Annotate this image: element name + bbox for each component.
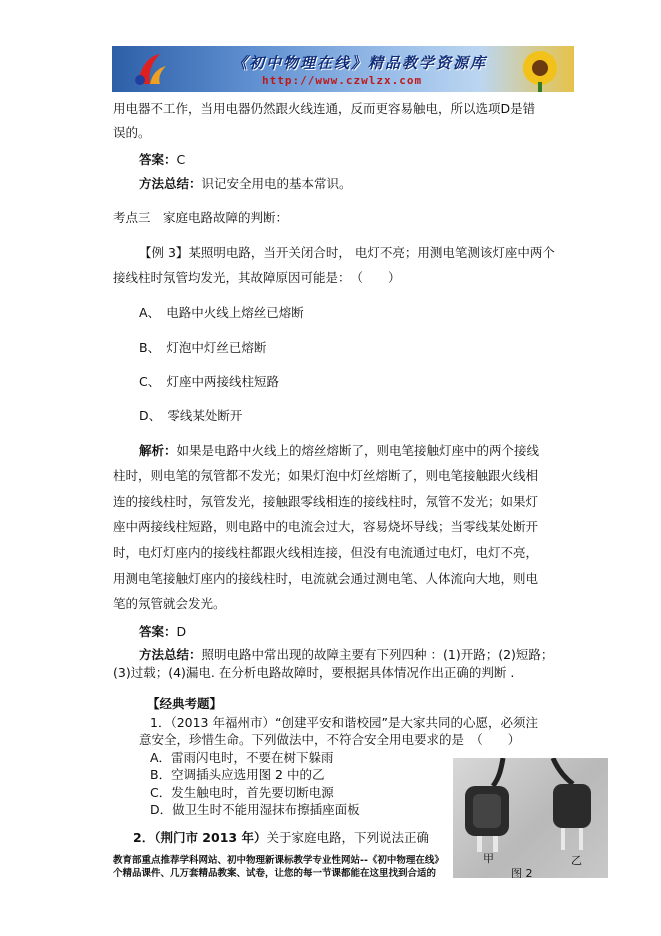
sunflower-icon <box>508 46 568 92</box>
paragraph-line: 用电器不工作，当用电器仍然跟火线连通，反而更容易触电，所以选项D是错 <box>113 101 536 116</box>
analysis-line: 柱时，则电笔的氖管都不发光；如果灯泡中灯丝熔断了，则电笔接触跟火线相 <box>113 468 539 483</box>
answer-value: D <box>176 624 187 639</box>
question-option: A．雷雨闪电时，不要在树下躲雨 <box>150 750 334 765</box>
section-heading: 考点三 家庭电路故障的判断： <box>113 210 289 225</box>
option-a: A、 电路中火线上熔丝已熔断 <box>139 305 304 320</box>
question-text: 关于家庭电路，下列说法正确 <box>266 830 429 845</box>
analysis-text: 如果是电路中火线上的熔丝熔断了，则电笔接触灯座中的两个接线 <box>176 443 540 458</box>
analysis-label: 解析： <box>139 443 177 458</box>
example-line: 接线柱时氖管均发光，其故障原因可能是： （ ） <box>113 270 401 285</box>
banner-url[interactable]: http://www.czwlzx.com <box>262 74 423 87</box>
option-d: D、 零线某处断开 <box>139 408 243 423</box>
question-prefix: 2．（荆门市 2013 年） <box>133 830 267 845</box>
question-line: 意安全，珍惜生命。下列做法中，不符合安全用电要求的是 （ ） <box>139 732 521 747</box>
question-option: D．做卫生时不能用湿抹布擦插座面板 <box>150 802 360 817</box>
header-banner <box>112 46 574 92</box>
footer-line: 个精品课件、几万套精品教案、试卷，让您的每一节课都能在这里找到合适的 <box>113 868 437 879</box>
answer-label: 答案： <box>139 624 177 639</box>
analysis-line: 座中两接线柱短路，则电路中的电流会过大，容易烧坏导线；当零线某处断开 <box>113 519 539 534</box>
footer-line: 教育部重点推荐学科网站、初中物理新课标教学专业性网站--《初中物理在线》 <box>113 855 444 866</box>
question-2 <box>133 830 429 846</box>
question-option: B．空调插头应选用图 2 中的乙 <box>150 767 325 782</box>
example-line: 【例 3】某照明电路，当开关闭合时， 电灯不亮；用测电笔测该灯座中两个 <box>139 245 555 260</box>
plug-figure <box>453 758 608 878</box>
banner-title: 《初中物理在线》精品教学资源库 <box>232 54 488 72</box>
method-summary-1 <box>139 176 352 192</box>
method-label: 方法总结： <box>139 647 202 662</box>
plugs-illustration <box>453 758 608 878</box>
figure-label-right: 乙 <box>571 854 582 867</box>
method-summary-2 <box>139 647 553 663</box>
question-option: C．发生触电时，首先要切断电源 <box>150 785 334 800</box>
answer-label: 答案： <box>139 152 177 167</box>
question-line: 1．（2013 年福州市）“创建平安和谐校园”是大家共同的心愿，必须注 <box>150 715 538 730</box>
method-label: 方法总结： <box>139 176 202 191</box>
analysis-line: 用测电笔接触灯座内的接线柱时，电流就会通过测电笔、人体流向大地，则电 <box>113 571 539 586</box>
answer-value: C <box>176 152 186 167</box>
method-line: (3)过载；(4)漏电. 在分析电路故障时，要根据具体情况作出正确的判断 . <box>113 665 515 680</box>
analysis-line <box>139 443 539 459</box>
answer-2 <box>139 624 186 640</box>
option-b: B、 灯泡中灯丝已熔断 <box>139 340 267 355</box>
answer-1 <box>139 152 185 168</box>
method-text: 照明电路中常出现的故障主要有下列四种 ：(1)开路；(2)短路； <box>201 647 554 662</box>
figure-label-left: 甲 <box>483 852 494 865</box>
method-text: 识记安全用电的基本常识。 <box>201 176 352 191</box>
option-c: C、 灯座中两接线柱短路 <box>139 374 279 389</box>
site-logo-icon <box>130 50 170 88</box>
classic-exam-heading: 【经典考题】 <box>147 696 223 711</box>
analysis-line: 连的接线柱时，氖管发光，接触跟零线相连的接线柱时，氖管不发光；如果灯 <box>113 494 539 509</box>
paragraph-line: 误的。 <box>113 125 151 140</box>
analysis-line: 笔的氖管就会发光。 <box>113 596 226 611</box>
analysis-line: 时，电灯灯座内的接线柱都跟火线相连接，但没有电流通过电灯，电灯不亮， <box>113 545 539 560</box>
figure-caption: 图 2 <box>511 867 533 878</box>
